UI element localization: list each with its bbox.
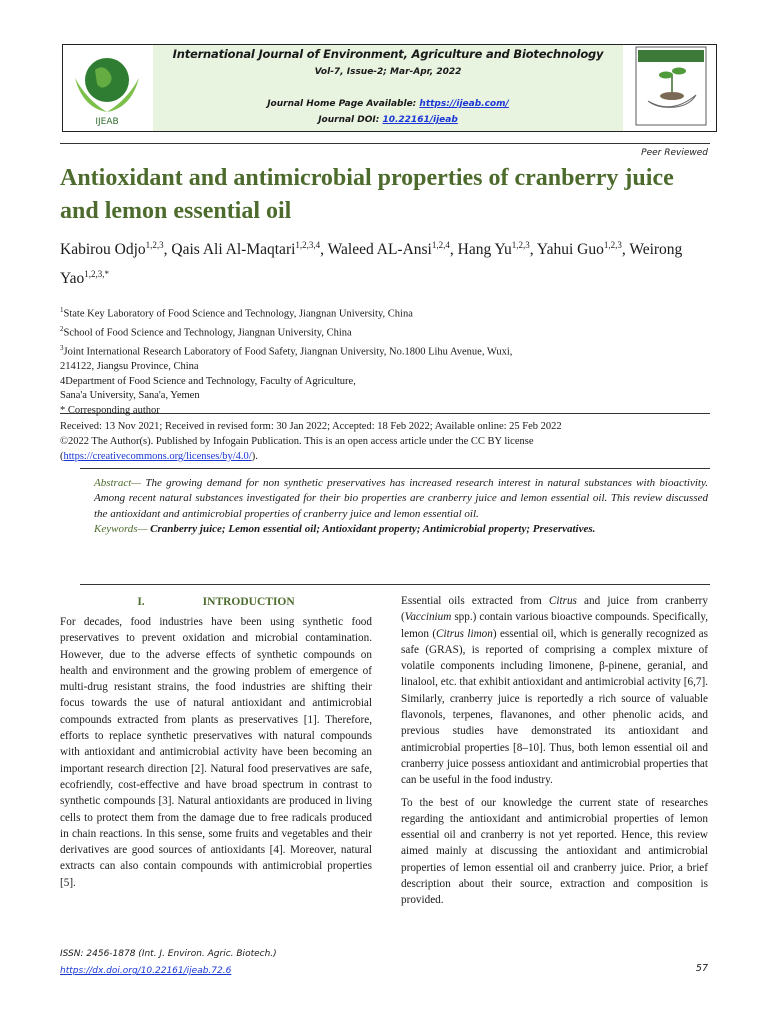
author: Kabirou Odjo$^{1,2,3}$, xyxy=(60,240,172,259)
abstract-bottom-divider xyxy=(80,584,710,585)
affiliation: $^2$School of Food Science and Technology, Jiangnan University, China xyxy=(60,325,352,339)
author: Qais Ali Al-Maqtari$^{1,2,3,4}$, xyxy=(171,240,328,259)
journal-title: International Journal of Environment, Agriculture and Biotechnology xyxy=(172,47,604,61)
author: Hang Yu$^{1,2,3}$, xyxy=(457,240,537,259)
abstract: Abstract— The growing demand for non synthetic preservatives has increased research interest in natural substances with bioactivity. Among recent natural substances investigated for their bio properties are cranberry juice and lemon essential oil. This review discussed the antioxidant and antimicrobial properties of cranberry juice and lemon essential oil. xyxy=(94,477,708,520)
journal-home-link[interactable]: https://ijeab.com/ xyxy=(419,99,509,109)
copyright-notice: ©2022 The Author(s). Published by Infogain Publication. This is an open access article under the CC BY license xyxy=(60,436,534,447)
peer-reviewed-label: Peer Reviewed xyxy=(641,148,708,158)
affiliations xyxy=(60,303,520,418)
journal-home-line xyxy=(153,99,623,109)
page-footer xyxy=(60,946,710,980)
affiliation: $^3$Joint International Research Laboratory of Food Safety, Jiangnan University, No.1800 Lihu Avenue, Wuxi, 214122, Jiangsu Province, China xyxy=(60,344,513,372)
article-title: Antioxidant and antimicrobial properties of cranberry juice and lemon essential oil xyxy=(60,165,674,224)
section-heading: I. INTRODUCTION xyxy=(137,596,295,608)
journal-header xyxy=(62,44,717,132)
affiliation: 4Department of Food Science and Technology, Faculty of Agriculture, Sana'a University, Sana'a, Yemen xyxy=(60,375,356,401)
journal-doi-link[interactable]: 10.22161/ijeab xyxy=(382,115,458,125)
keywords: Keywords— Cranberry juice; Lemon essential oil; Antioxidant property; Antimicrobial property; Preservatives. xyxy=(94,523,596,536)
author: Yahui Guo$^{1,2,3}$, xyxy=(536,240,630,259)
corresponding-author-note: * Corresponding author xyxy=(60,404,160,416)
author-list xyxy=(60,233,700,291)
home-label: Journal Home Page Available: xyxy=(267,99,420,109)
publication-info xyxy=(60,419,720,464)
doi-label: Journal DOI: xyxy=(318,115,383,125)
abstract-label: Abstract— xyxy=(94,477,142,489)
paragraph: For decades, food industries have been using synthetic food preservatives to prevent oxidation and microbial contamination. However, due to the adverse effects of synthetic compounds on health and environment and the growing problem of emergence of multi-drug resistant strains, the food industries are shifting their focus towards the use of natural antioxidant and antimicrobial compounds extracted from plants as preservatives [1]. Therefore, efforts to replace synthetic preservatives with natural compounds with antioxidant and antimicrobial activity have been becoming an important research direction [2]. Natural food preservatives are safe, ecofriendly, cost-effective and have broad spectrum in contrast to synthetic compounds [3]. Natural antioxidants are produced in living cells to protect them from the damage due to free radicals produced in chain reactions. In this sense, some fruits and vegetables and their derivatives are good sources of antioxidants [4]. Moreover, natural extracts can also contain compounds with antimicrobial properties [5]. xyxy=(60,616,372,889)
journal-logo-icon xyxy=(67,48,147,128)
affiliation: $^1$State Key Laboratory of Food Science and Technology, Jiangnan University, China xyxy=(60,306,413,320)
dates-divider xyxy=(60,413,710,414)
article-doi-link[interactable]: https://dx.doi.org/10.22161/ijeab.72.6 xyxy=(60,966,232,976)
journal-volume: Vol-7, Issue-2; Mar-Apr, 2022 xyxy=(314,67,462,77)
svg-text:IJEAB: IJEAB xyxy=(95,117,119,127)
journal-cover-icon xyxy=(634,41,712,129)
publication-dates: Received: 13 Nov 2021; Received in revised form: 30 Jan 2022; Accepted: 18 Feb 2022; Available online: 25 Feb 2022 xyxy=(60,421,562,432)
journal-header-text xyxy=(153,45,623,131)
journal-doi-line xyxy=(153,115,623,125)
keywords-label: Keywords— xyxy=(94,523,148,536)
left-column xyxy=(60,593,372,897)
author: Waleed AL-Ansi$^{1,2,4}$, xyxy=(327,240,458,259)
right-column xyxy=(401,593,708,915)
paragraph: Essential oils extracted from Citrus and juice from cranberry (Vaccinium spp.) contain various bioactive compounds. Specifically, lemon (Citrus limon) essential oil, which is generally recognized as safe (GRAS), is reported of comprising a complex mixture of volatile components including limonene, β-pinene, geranial, and linalool, etc. that exhibit antioxidant and antimicrobial activity [6,7]. Similarly, cranberry juice is reportedly a rich source of valuable flavonols, terpenes, flavanones, and other phenolic acids, and previous studies have demonstrated its antioxidant and antimicrobial properties [8–10]. Thus, both lemon essential oil and cranberry juice possess antioxidant and antimicrobial properties that can be useful in the food industry. xyxy=(401,595,708,787)
page-number: 57 xyxy=(695,963,708,974)
abstract-top-divider xyxy=(80,468,710,469)
issn: ISSN: 2456-1878 (Int. J. Environ. Agric. Biotech.) xyxy=(60,949,277,959)
license-link[interactable]: https://creativecommons.org/licenses/by/4.0/ xyxy=(63,451,252,462)
author: Weirong Yao$^{1,2,3,*}$ xyxy=(60,241,683,288)
license-line: (https://creativecommons.org/licenses/by/4.0/). xyxy=(60,451,258,462)
abstract-block xyxy=(94,476,708,538)
header-divider xyxy=(60,143,710,144)
paragraph: To the best of our knowledge the current state of researches regarding the antioxidant and antimicrobial properties of lemon essential oil and cranberry is not yet reported. Hence, this review aimed mainly at discussing the antioxidant and antimicrobial properties of lemon essential oil and cranberry juice. Prior, a brief description about their source, extraction and composition is provided. xyxy=(401,796,708,907)
